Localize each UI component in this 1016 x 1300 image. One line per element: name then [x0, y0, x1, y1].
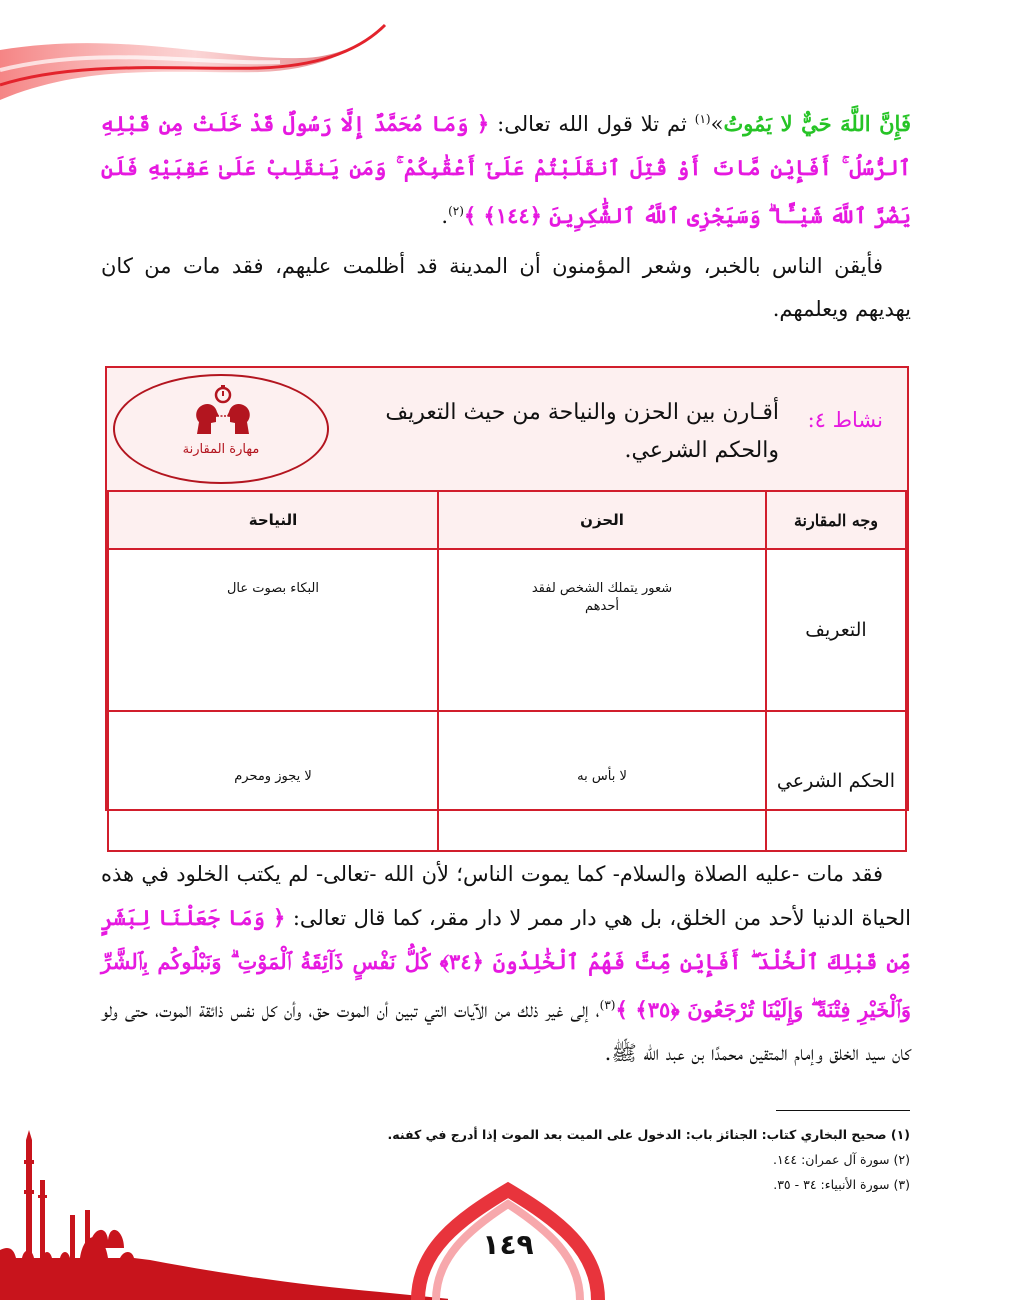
footnote-2: (٢) سورة آل عمران: ١٤٤. — [772, 1152, 910, 1167]
table-row — [108, 711, 906, 851]
skill-badge — [113, 374, 329, 484]
comparison-table — [107, 490, 907, 852]
quran-verse: ﴿ وَمَا جَعَلْنَا لِبَشَرٍ مِّن قَبْلِكَ ٱلْخُلْدَ ۖ أَفَإِيْن مِّتَّ فَهُمُ ٱلْخَٰلِدُونَ ﴿٣٤﴾ كُلُّ نَفْسٍ ذَآئِقَةُ ٱلْمَوْتِ ۗ وَنَبْلُوكُم بِٱلشَّرِّ وَٱلْخَيْرِ فِتْنَةً ۖ وَإِلَيْنَا تُرْجَعُونَ ﴿٣٥﴾ ﴾ — [101, 905, 912, 1022]
page-number: ١٤٩ — [482, 1228, 534, 1261]
conclusion-paragraph: فقد مات -عليه الصلاة والسلام- كما يموت الناس؛ لأن الله -تعالى- لم يكتب الخلود في هذه الحياة الدنيا لأحد من الخلق، بل هي دار ممر لا دار مقر، كما قال تعالى: ﴿ وَمَا جَعَلْنَا لِبَشَرٍ مِّن قَبْلِكَ ٱلْخُلْدَ ۖ أَفَإِيْن مِّتَّ فَهُمُ ٱلْخَٰلِدُونَ ﴿٣٤﴾ كُلُّ نَفْسٍ ذَآئِقَةُ ٱلْمَوْتِ ۗ وَنَبْلُوكُم بِٱلشَّرِّ وَٱلْخَيْرِ فِتْنَةً ۖ وَإِلَيْنَا تُرْجَعُونَ ﴿٣٥﴾ ﴾$^{(٣)}$، إلى غير ذلك من الآيات التي تبين أن الموت حق، وأن كل نفس ذائقة الموت، حتى ولو كان سيد الخلق وإمام المتقين محمدًا بن عبد الله ﷺ. — [101, 862, 912, 1065]
top-swoosh-decoration — [0, 0, 520, 110]
activity-box — [105, 366, 909, 811]
header-wailing: النياحة — [108, 491, 438, 549]
mosque-silhouette-decoration — [0, 1100, 1016, 1300]
footnote-3: (٣) سورة الأنبياء: ٣٤ - ٣٥. — [773, 1177, 910, 1192]
hadith-and-verse-paragraph: فَإِنَّ اللَّهَ حَيٌّ لا يَمُوتُ»$^{(١)}$ ثم تلا قول الله تعالى: ﴿ وَمَا مُحَمَّدٌ إِلَّا رَسُولٌ قَدْ خَلَتْ مِن قَبْلِهِ ٱلرُّسُلُ ۚ أَفَإِيْن مَّاتَ أَوْ قُتِلَ ٱنقَلَبْتُمْ عَلَىٰٓ أَعْقَٰبِكُمْ ۚ وَمَن يَنقَلِبْ عَلَىٰ عَقِبَيْهِ فَلَن يَضُرَّ ٱللَّهَ شَيْـًٔا ۗ وَسَيَجْزِى ٱللَّهُ ٱلشَّٰكِرِينَ ﴿١٤٤﴾ ﴾$^{(٢)}$. — [101, 111, 911, 228]
hadith-quote: فَإِنَّ اللَّهَ حَيٌّ لا يَمُوتُ — [723, 111, 911, 136]
row-aspect-ruling: الحكم الشرعي — [766, 711, 906, 851]
activity-label: نشاط ٤: — [807, 408, 883, 432]
verse-intro: ثم تلا قول الله تعالى: — [489, 112, 695, 136]
narrative-paragraph: فأيقن الناس بالخبر، وشعر المؤمنون أن المدينة قد أظلمت عليهم، فقد مات من كان يهديهم ويعلمهم. — [101, 254, 911, 321]
cell-grief-ruling[interactable]: لا بأس به — [438, 711, 766, 851]
activity-instruction: أقـارن بين الحزن والنياحة من حيث التعريف والحكم الشرعي. — [385, 400, 779, 463]
header-aspect: وجه المقارنة — [766, 491, 906, 549]
cell-wailing-ruling[interactable]: لا يجوز ومحرم — [108, 711, 438, 851]
quran-verse: ﴿ وَمَا مُحَمَّدٌ إِلَّا رَسُولٌ قَدْ خَلَتْ مِن قَبْلِهِ ٱلرُّسُلُ ۚ أَفَإِيْن مَّاتَ أَوْ قُتِلَ ٱنقَلَبْتُمْ عَلَىٰٓ أَعْقَٰبِكُمْ ۚ وَمَن يَنقَلِبْ عَلَىٰ عَقِبَيْهِ فَلَن يَضُرَّ ٱللَّهَ شَيْـًٔا ۗ وَسَيَجْزِى ٱللَّهُ ٱلشَّٰكِرِينَ ﴿١٤٤﴾ ﴾ — [101, 111, 911, 228]
activity-header — [107, 368, 907, 492]
cell-wailing-definition[interactable]: البكاء بصوت عال — [108, 549, 438, 711]
row-aspect-definition: التعريف — [766, 549, 906, 711]
footnote-ref-2[interactable]: (٢) — [448, 204, 464, 218]
footnote-1: (١) صحيح البخاري كتاب: الجنائز باب: الدخول على الميت بعد الموت إذا أدرج في كفنه. — [387, 1127, 910, 1142]
skill-label: مهارة المقارنة — [182, 442, 260, 457]
table-row — [108, 549, 906, 711]
cell-grief-definition[interactable]: شعور يتملك الشخص لفقد أحدهم — [438, 549, 766, 711]
table-header-row — [108, 491, 906, 549]
header-grief: الحزن — [438, 491, 766, 549]
footnote-ref-1[interactable]: (١) — [694, 112, 711, 126]
footnote-ref-3[interactable]: (٣) — [599, 998, 616, 1012]
two-heads-comparison-icon — [193, 384, 253, 436]
